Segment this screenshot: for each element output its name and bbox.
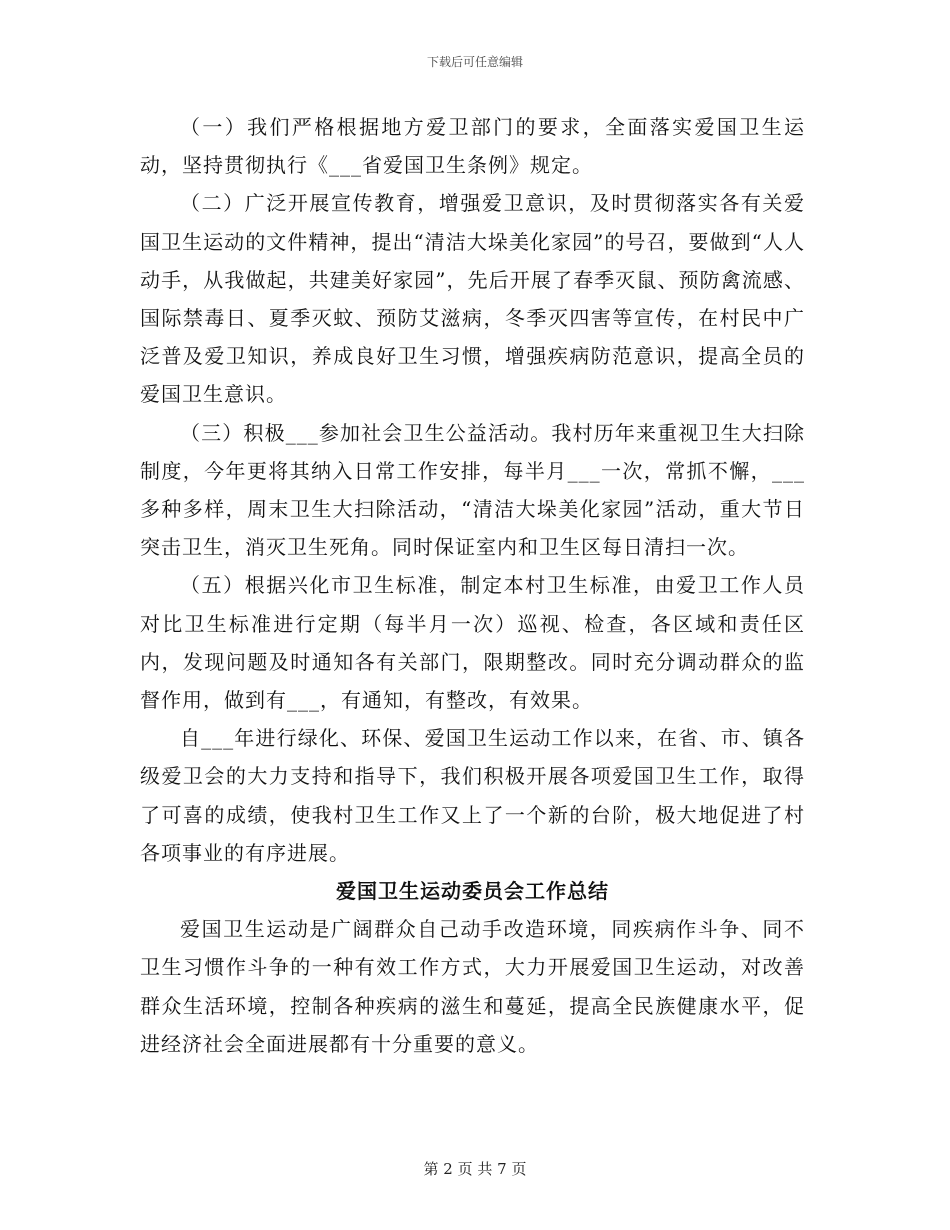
document-body xyxy=(140,108,805,1063)
paragraph-1: （一）我们严格根据地方爱卫部门的要求，全面落实爱国卫生运动，坚持贯彻执行《___省爱国卫生条例》规定。 xyxy=(140,115,805,178)
paragraph-5: 自___年进行绿化、环保、爱国卫生运动工作以来，在省、市、镇各级爱卫会的大力支持和指导下，我们积极开展各项爱国卫生工作，取得了可喜的成绩，使我村卫生工作又上了一个新的台阶，极大地促进了村各项事业的有序进展。 xyxy=(140,726,805,865)
page-number: 第 2 页 共 7 页 xyxy=(423,1160,527,1178)
section-title: 爱国卫生运动委员会工作总结 xyxy=(336,879,609,904)
paragraph-3: （三）积极___参加社会卫生公益活动。我村历年来重视卫生大扫除制度，今年更将其纳入日常工作安排，每半月___一次，常抓不懈，___多种多样，周末卫生大扫除活动，“清洁大垛美化家园”活动，重大节日突击卫生，消灭卫生死角。同时保证室内和卫生区每日清扫一次。 xyxy=(140,420,805,560)
section-paragraph: 爱国卫生运动是广阔群众自己动手改造环境，同疾病作斗争、同不卫生习惯作斗争的一种有效工作方式，大力开展爱国卫生运动，对改善群众生活环境，控制各种疾病的滋生和蔓延，提高全民族健康水平，促进经济社会全面进展都有十分重要的意义。 xyxy=(140,917,805,1056)
paragraph-2: （二）广泛开展宣传教育，增强爱卫意识，及时贯彻落实各有关爱国卫生运动的文件精神，提出“清洁大垛美化家园”的号召，要做到“人人动手，从我做起，共建美好家园”，先后开展了春季灭鼠、预防禽流感、国际禁毒日、夏季灭蚊、预防艾滋病，冬季灭四害等宣传，在村民中广泛普及爱卫知识，养成良好卫生习惯，增强疾病防范意识，提高全员的爱国卫生意识。 xyxy=(140,191,805,407)
header-note: 下载后可任意编辑 xyxy=(426,55,523,69)
paragraph-4: （五）根据兴化市卫生标准，制定本村卫生标准，由爱卫工作人员对比卫生标准进行定期（每半月一次）巡视、检查，各区域和责任区内，发现问题及时通知各有关部门，限期整改。同时充分调动群众的监督作用，做到有___，有通知，有整改，有效果。 xyxy=(140,573,805,713)
